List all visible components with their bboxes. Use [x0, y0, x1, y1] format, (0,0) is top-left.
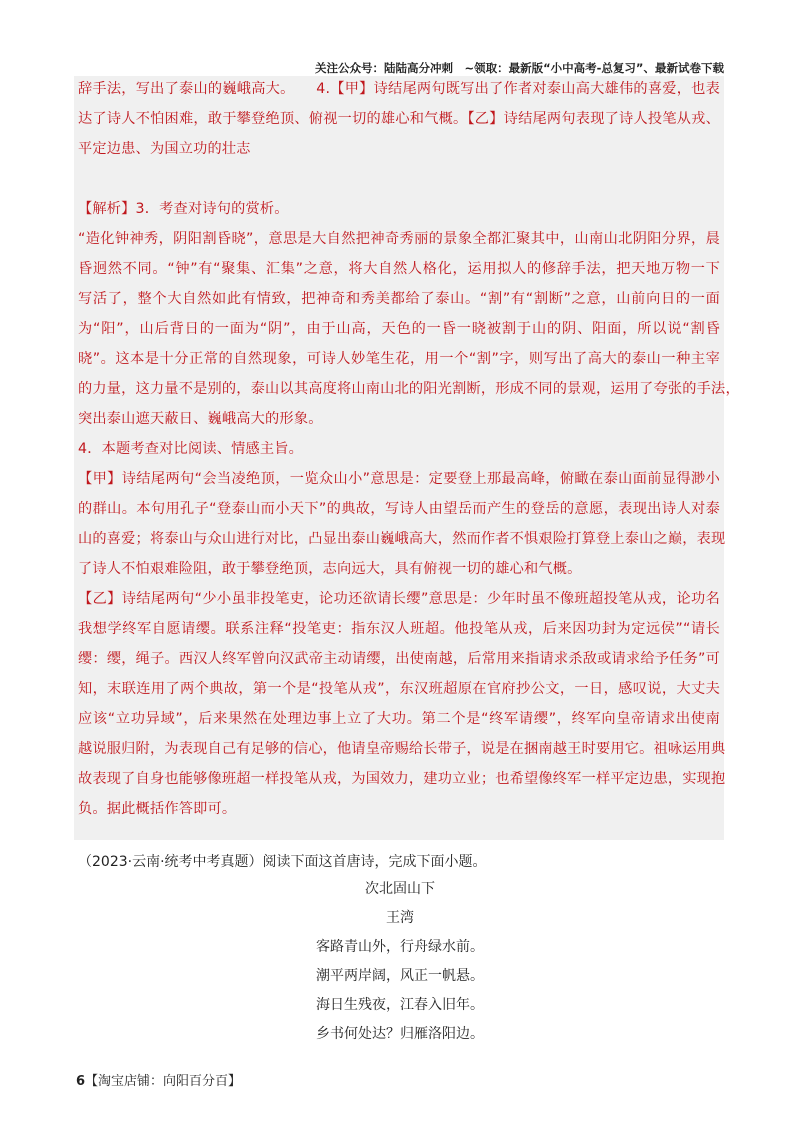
poem-title: 次北固山下	[365, 881, 435, 897]
shop-label: 【淘宝店铺：向阳百分百】	[85, 1074, 242, 1089]
poem-line: 客路青山外，行舟绿水前。	[316, 939, 484, 955]
poem-author: 王湾	[386, 910, 414, 926]
analysis-line: 的力量，这力量不是别的，泰山以其高度将山南山北的阳光割断，形成不同的景观，运用了夸张的手法，	[78, 381, 740, 397]
analysis-line: 的群山。本句用孔子“登泰山而小天下”的典故，写诗人由望岳而产生的登岳的意愿，表现出诗人对泰	[78, 501, 720, 517]
question-intro: （2023·云南·统考中考真题）阅读下面这首唐诗，完成下面小题。	[78, 854, 487, 870]
page-number: 6	[76, 1074, 86, 1089]
analysis-line: 知，末联连用了两个典故，第一个是“投笔从戎”，东汉班超原在官府抄公文，一日，感叹说，大丈夫	[78, 681, 720, 697]
analysis-heading: 【解析】3．考查对诗句的赏析。	[78, 201, 289, 217]
analysis-line: 【甲】诗结尾两句“会当凌绝顶，一览众山小”意思是：定要登上那最高峰，俯瞰在泰山面前显得渺小	[78, 471, 720, 487]
analysis-line: 了诗人不怕艰难险阻，敢于攀登绝顶，志向远大，具有俯视一切的雄心和气概。	[78, 561, 582, 577]
poem-line: 乡书何处达？归雁洛阳边。	[316, 1026, 484, 1042]
analysis-subheading: 4．本题考查对比阅读、情感主旨。	[78, 441, 304, 457]
analysis-line: 晓”。这本是十分正常的自然现象，可诗人妙笔生花，用一个“割”字，则写出了高大的泰山一种主宰	[78, 351, 720, 367]
analysis-line: 负。据此概括作答即可。	[78, 801, 237, 817]
analysis-line: 应该“立功异域”，后来果然在处理边事上立了大功。第二个是“终军请缨”，终军向皇帝请求出使南	[78, 711, 720, 727]
analysis-line: 【乙】诗结尾两句“少小虽非投笔吏，论功还欲请长缨”意思是：少年时虽不像班超投笔从戎，论功名	[78, 591, 720, 607]
page-header: 关注公众号：陆陆高分冲刺 ~领取：最新版“小中高考-总复习”、最新试卷下载	[314, 61, 724, 75]
answer-line: 辞手法，写出了泰山的巍峨高大。 4.【甲】诗结尾两句既写出了作者对泰山高大雄伟的喜爱，也表	[78, 81, 720, 97]
analysis-line: 我想学终军自愿请缨。联系注释“投笔吏：指东汉人班超。他投笔从戎，后来因功封为定远侯”“请长	[78, 621, 720, 637]
analysis-line: 故表现了自身也能够像班超一样投笔从戎，为国效力，建功立业；也希望像终军一样平定边患，实现抱	[78, 771, 726, 787]
analysis-line: 山的喜爱；将泰山与众山进行对比，凸显出泰山巍峨高大，然而作者不惧艰险打算登上泰山之巅，表现	[78, 531, 726, 547]
poem-line: 海日生残夜，江春入旧年。	[316, 997, 484, 1013]
analysis-line: 越说服归附，为表现自己有足够的信心，他请皇帝赐给长带子，说是在捆南越王时要用它。祖咏运用典	[78, 741, 726, 757]
analysis-line: 昏迥然不同。“钟”有“聚集、汇集”之意，将大自然人格化，运用拟人的修辞手法，把天地万物一下	[78, 261, 720, 277]
analysis-line: 突出泰山遮天蔽日、巍峨高大的形象。	[78, 411, 323, 427]
analysis-line: “造化钟神秀，阴阳割昏晓”，意思是大自然把神奇秀丽的景象全都汇聚其中，山南山北阴阳分界，晨	[78, 231, 720, 247]
analysis-line: 写活了，整个大自然如此有情致，把神奇和秀美都给了泰山。“割”有“割断”之意，山前向日的一面	[78, 291, 720, 307]
poem-line: 潮平两岸阔，风正一帆悬。	[316, 968, 484, 984]
answer-line: 平定边患、为国立功的壮志	[78, 141, 251, 157]
page-footer	[76, 1070, 241, 1089]
analysis-line: 缨：缨，绳子。西汉人终军曾向汉武帝主动请缨，出使南越，后常用来指请求杀敌或请求给予任务”可	[78, 651, 720, 667]
answer-line: 达了诗人不怕困难，敢于攀登绝顶、俯视一切的雄心和气概。【乙】诗结尾两句表现了诗人投笔从戎、	[78, 111, 720, 127]
analysis-line: 为“阳”，山后背日的一面为“阴”，由于山高，天色的一昏一晓被割于山的阴、阳面，所以说“割昏	[78, 321, 720, 337]
